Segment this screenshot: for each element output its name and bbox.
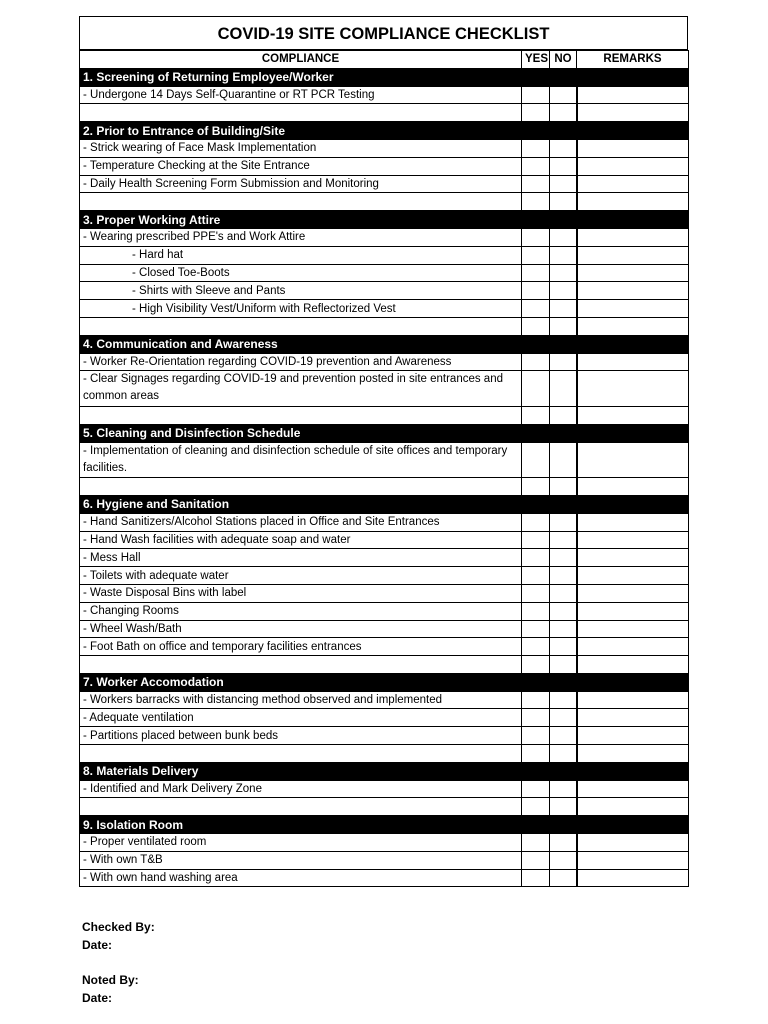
date-label: Date: [82,991,113,1005]
no-cell[interactable] [550,513,577,531]
no-cell[interactable] [550,264,577,282]
compliance-item: - Adequate ventilation [80,709,522,727]
yes-cell[interactable] [522,193,550,211]
remarks-cell[interactable] [577,602,689,620]
header-remarks: REMARKS [577,51,689,69]
yes-cell[interactable] [522,282,550,300]
no-cell[interactable] [550,246,577,264]
yes-cell[interactable] [522,300,550,318]
yes-cell[interactable] [522,691,550,709]
no-cell[interactable] [550,175,577,193]
compliance-item: - Partitions placed between bunk beds [80,727,522,745]
no-cell[interactable] [550,478,577,496]
remarks-cell[interactable] [577,104,689,122]
table-row [80,282,689,300]
remarks-cell[interactable] [577,513,689,531]
compliance-item: - Worker Re-Orientation regarding COVID-19 prevention and Awareness [80,353,522,371]
remarks-cell[interactable] [577,709,689,727]
compliance-item [80,193,522,211]
section-heading-row [80,762,689,780]
section-heading-row [80,495,689,513]
yes-cell[interactable] [522,406,550,424]
compliance-item: - High Visibility Vest/Uniform with Reflectorized Vest [80,300,522,318]
no-cell[interactable] [550,780,577,798]
compliance-item: - Identified and Mark Delivery Zone [80,780,522,798]
no-cell[interactable] [550,584,577,602]
no-cell[interactable] [550,317,577,335]
blank-row [80,193,689,211]
yes-cell[interactable] [522,139,550,157]
compliance-item: - Toilets with adequate water [80,567,522,585]
remarks-cell[interactable] [577,317,689,335]
yes-cell[interactable] [522,86,550,104]
yes-cell[interactable] [522,264,550,282]
table-row [80,353,689,371]
blank-row [80,656,689,674]
table-row [80,780,689,798]
table-row [80,709,689,727]
no-cell[interactable] [550,371,577,407]
compliance-item [80,798,522,816]
compliance-item [80,317,522,335]
section-heading: 8. Materials Delivery [80,762,689,780]
signoff-block [82,918,155,1007]
yes-cell[interactable] [522,531,550,549]
remarks-cell[interactable] [577,798,689,816]
no-cell[interactable] [550,851,577,869]
compliance-item [80,406,522,424]
compliance-item [80,104,522,122]
section-heading: 3. Proper Working Attire [80,211,689,229]
yes-cell[interactable] [522,228,550,246]
page-title: COVID-19 SITE COMPLIANCE CHECKLIST [79,16,688,50]
compliance-item: - Hand Wash facilities with adequate soap and water [80,531,522,549]
table-row [80,638,689,656]
blank-row [80,745,689,763]
remarks-cell[interactable] [577,745,689,763]
yes-cell[interactable] [522,442,550,478]
section-heading: 7. Worker Accomodation [80,673,689,691]
remarks-cell[interactable] [577,406,689,424]
no-cell[interactable] [550,638,577,656]
yes-cell[interactable] [522,834,550,852]
remarks-cell[interactable] [577,584,689,602]
yes-cell[interactable] [522,513,550,531]
yes-cell[interactable] [522,175,550,193]
table-row [80,139,689,157]
section-heading-row [80,122,689,140]
table-row [80,567,689,585]
compliance-item: - Daily Health Screening Form Submission and Monitoring [80,175,522,193]
yes-cell[interactable] [522,851,550,869]
yes-cell[interactable] [522,584,550,602]
compliance-item: - Hard hat [80,246,522,264]
compliance-item: - Undergone 14 Days Self-Quarantine or RT PCR Testing [80,86,522,104]
compliance-item: - With own T&B [80,851,522,869]
table-row [80,531,689,549]
yes-cell[interactable] [522,656,550,674]
no-cell[interactable] [550,139,577,157]
no-cell[interactable] [550,834,577,852]
table-row [80,300,689,318]
table-row [80,549,689,567]
compliance-item: - Changing Rooms [80,602,522,620]
yes-cell[interactable] [522,567,550,585]
table-row [80,228,689,246]
no-cell[interactable] [550,709,577,727]
yes-cell[interactable] [522,709,550,727]
table-row [80,157,689,175]
no-cell[interactable] [550,745,577,763]
remarks-cell[interactable] [577,86,689,104]
table-row [80,602,689,620]
table-row [80,513,689,531]
compliance-item [80,745,522,763]
section-heading: 9. Isolation Room [80,816,689,834]
remarks-cell[interactable] [577,851,689,869]
table-row [80,86,689,104]
remarks-cell[interactable] [577,549,689,567]
table-row [80,442,689,478]
remarks-cell[interactable] [577,139,689,157]
yes-cell[interactable] [522,246,550,264]
compliance-item: - Mess Hall [80,549,522,567]
table-row [80,834,689,852]
section-heading-row [80,424,689,442]
section-heading-row [80,335,689,353]
yes-cell[interactable] [522,869,550,887]
yes-cell[interactable] [522,549,550,567]
date-label: Date: [82,938,113,952]
section-heading: 5. Cleaning and Disinfection Schedule [80,424,689,442]
no-cell[interactable] [550,86,577,104]
remarks-cell[interactable] [577,282,689,300]
remarks-cell[interactable] [577,869,689,887]
blank-row [80,478,689,496]
compliance-item: - Closed Toe-Boots [80,264,522,282]
remarks-cell[interactable] [577,567,689,585]
remarks-cell[interactable] [577,780,689,798]
table-row [80,175,689,193]
table-row [80,620,689,638]
checked-by-label: Checked By: [82,920,155,934]
yes-cell[interactable] [522,478,550,496]
compliance-item: - Proper ventilated room [80,834,522,852]
remarks-cell[interactable] [577,620,689,638]
compliance-item: - Hand Sanitizers/Alcohol Stations placed in Office and Site Entrances [80,513,522,531]
no-cell[interactable] [550,442,577,478]
remarks-cell[interactable] [577,638,689,656]
remarks-cell[interactable] [577,478,689,496]
table-row [80,264,689,282]
compliance-item: - Strick wearing of Face Mask Implementation [80,139,522,157]
compliance-item: - Foot Bath on office and temporary facilities entrances [80,638,522,656]
table-row [80,727,689,745]
compliance-item: - With own hand washing area [80,869,522,887]
no-cell[interactable] [550,602,577,620]
table-row [80,584,689,602]
remarks-cell[interactable] [577,264,689,282]
no-cell[interactable] [550,353,577,371]
no-cell[interactable] [550,531,577,549]
yes-cell[interactable] [522,371,550,407]
header-yes: YES [522,51,550,69]
no-cell[interactable] [550,549,577,567]
yes-cell[interactable] [522,157,550,175]
no-cell[interactable] [550,282,577,300]
remarks-cell[interactable] [577,228,689,246]
header-no: NO [550,51,577,69]
remarks-cell[interactable] [577,175,689,193]
yes-cell[interactable] [522,602,550,620]
no-cell[interactable] [550,300,577,318]
compliance-item [80,478,522,496]
remarks-cell[interactable] [577,834,689,852]
table-row [80,869,689,887]
section-heading-row [80,68,689,86]
section-heading-row [80,816,689,834]
yes-cell[interactable] [522,745,550,763]
remarks-cell[interactable] [577,353,689,371]
header-compliance: COMPLIANCE [80,51,522,69]
remarks-cell[interactable] [577,193,689,211]
compliance-item: - Shirts with Sleeve and Pants [80,282,522,300]
no-cell[interactable] [550,691,577,709]
compliance-item: - Workers barracks with distancing method observed and implemented [80,691,522,709]
compliance-item [80,656,522,674]
section-heading: 4. Communication and Awareness [80,335,689,353]
no-cell[interactable] [550,157,577,175]
remarks-cell[interactable] [577,157,689,175]
compliance-item: - Implementation of cleaning and disinfection schedule of site offices and temporary facilities. [80,442,522,478]
blank-row [80,406,689,424]
yes-cell[interactable] [522,317,550,335]
section-heading: 6. Hygiene and Sanitation [80,495,689,513]
remarks-cell[interactable] [577,442,689,478]
yes-cell[interactable] [522,780,550,798]
blank-row [80,798,689,816]
table-row [80,371,689,407]
no-cell[interactable] [550,567,577,585]
yes-cell[interactable] [522,727,550,745]
table-row [80,691,689,709]
yes-cell[interactable] [522,798,550,816]
compliance-item: - Wearing prescribed PPE's and Work Attire [80,228,522,246]
no-cell[interactable] [550,193,577,211]
blank-row [80,317,689,335]
no-cell[interactable] [550,798,577,816]
table-row [80,851,689,869]
no-cell[interactable] [550,104,577,122]
yes-cell[interactable] [522,638,550,656]
section-heading-row [80,211,689,229]
no-cell[interactable] [550,228,577,246]
no-cell[interactable] [550,406,577,424]
blank-row [80,104,689,122]
compliance-item: - Temperature Checking at the Site Entrance [80,157,522,175]
table-body [80,68,689,887]
remarks-cell[interactable] [577,246,689,264]
table-row [80,246,689,264]
remarks-cell[interactable] [577,727,689,745]
compliance-table [79,50,689,887]
remarks-cell[interactable] [577,300,689,318]
noted-by-label: Noted By: [82,973,139,987]
yes-cell[interactable] [522,104,550,122]
remarks-cell[interactable] [577,531,689,549]
yes-cell[interactable] [522,353,550,371]
compliance-item: - Wheel Wash/Bath [80,620,522,638]
section-heading-row [80,673,689,691]
compliance-item: - Waste Disposal Bins with label [80,584,522,602]
remarks-cell[interactable] [577,656,689,674]
remarks-cell[interactable] [577,371,689,407]
section-heading: 1. Screening of Returning Employee/Worker [80,68,689,86]
section-heading: 2. Prior to Entrance of Building/Site [80,122,689,140]
no-cell[interactable] [550,727,577,745]
no-cell[interactable] [550,656,577,674]
no-cell[interactable] [550,869,577,887]
compliance-item: - Clear Signages regarding COVID-19 and prevention posted in site entrances and common areas [80,371,522,407]
header-row [80,51,689,69]
remarks-cell[interactable] [577,691,689,709]
checklist-sheet [79,16,688,887]
yes-cell[interactable] [522,620,550,638]
no-cell[interactable] [550,620,577,638]
